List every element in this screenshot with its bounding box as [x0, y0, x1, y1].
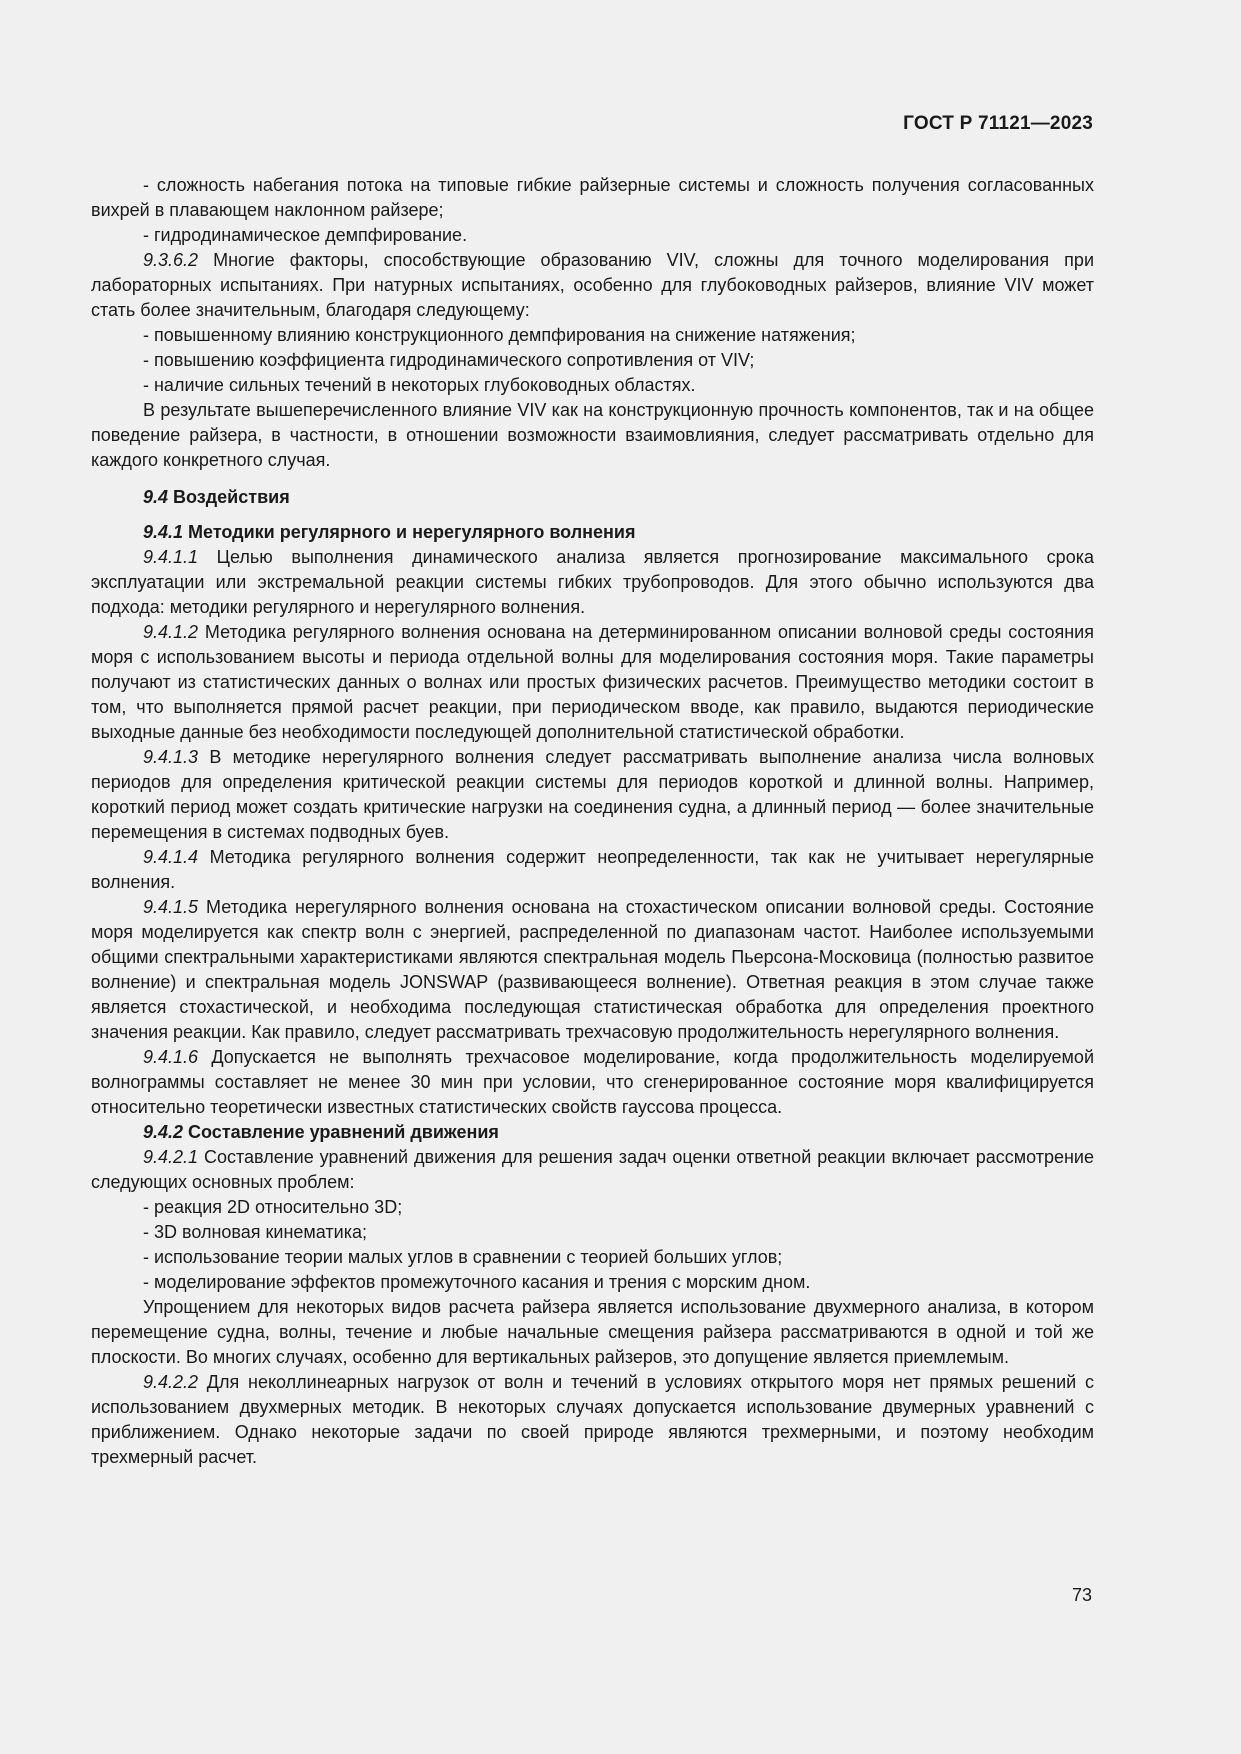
- section-heading-9-4: [91, 485, 1094, 510]
- paragraph-9-4-1-6: [91, 1045, 1094, 1120]
- paragraph-9-4-2-1: [91, 1145, 1094, 1195]
- paragraph-text: Целью выполнения динамического анализа является прогнозирование максимального срока эксплуатации или экстремальной реакции системы гибких трубопроводов. Для этого обычно используются два подхода: методики регулярного и нерегулярного волнения.: [91, 547, 1094, 617]
- paragraph-9-4-1-1: [91, 545, 1094, 620]
- heading-text: Методики регулярного и нерегулярного волнения: [183, 522, 636, 542]
- paragraph-text: Методика регулярного волнения основана на детерминированном описании волновой среды состояния моря с использованием высоты и периода отдельной волны для моделирования состояния моря. Такие параметры получают из статистических данных о волнах или простых физических расчетов. Преимущество методики состоит в том, что выполняется прямой расчет реакции, при периодическом вводе, как правило, выдаются периодические выходные данные без необходимости последующей дополнительной статистической обработки.: [91, 622, 1094, 742]
- heading-text: Составление уравнений движения: [183, 1122, 499, 1142]
- paragraph-9-4-1-4: [91, 845, 1094, 895]
- clause-number: 9.4.1.2: [143, 622, 199, 642]
- paragraph-9-4-2-2: [91, 1370, 1094, 1470]
- list-item: - повышенному влиянию конструкционного демпфирования на снижение натяжения;: [143, 325, 856, 345]
- list-item: - 3D волновая кинематика;: [143, 1222, 368, 1242]
- clause-number: 9.4.2.2: [143, 1372, 199, 1392]
- clause-number: 9.4.1.4: [143, 847, 199, 867]
- list-item: - повышению коэффициента гидродинамического сопротивления от VIV;: [143, 350, 755, 370]
- clause-number: 9.4.1.6: [143, 1047, 199, 1067]
- paragraph-text: Методика регулярного волнения содержит неопределенности, так как не учитывает нерегулярные волнения.: [91, 847, 1094, 892]
- paragraph: В результате вышеперечисленного влияние VIV как на конструкционную прочность компонентов, так и на общее поведение райзера, в частности, в отношении возможности взаимовлияния, следует рассматривать отдельно для каждого конкретного случая.: [91, 400, 1094, 470]
- clause-number: 9.4: [143, 487, 169, 507]
- clause-number: 9.3.6.2: [143, 250, 199, 270]
- paragraph-text: Для неколлинеарных нагрузок от волн и течений в условиях открытого моря нет прямых решений с использованием двухмерных методик. В некоторых случаях допускается использование двумерных уравнений с приближением. Однако некоторые задачи по своей природе являются трехмерными, и поэтому необходим трехмерный расчет.: [91, 1372, 1094, 1467]
- document-header-standard: ГОСТ Р 71121—2023: [903, 113, 1093, 134]
- paragraph-text: В методике нерегулярного волнения следует рассматривать выполнение анализа числа волновых периодов для определения критической реакции системы для периодов короткой и длинной волны. Например, короткий период может создать критические нагрузки на соединения судна, а длинный период — более значительные перемещения в системах подводных буев.: [91, 747, 1094, 842]
- paragraph-9-4-1-2: [91, 620, 1094, 745]
- page-body: [91, 173, 1094, 1470]
- list-item: - реакция 2D относительно 3D;: [143, 1197, 403, 1217]
- paragraph-text: Составление уравнений движения для решения задач оценки ответной реакции включает рассмотрение следующих основных проблем:: [91, 1147, 1094, 1192]
- paragraph-9-3-6-2: [91, 248, 1094, 323]
- list-item: - использование теории малых углов в сравнении с теорией больших углов;: [143, 1247, 783, 1267]
- paragraph-text: Допускается не выполнять трехчасовое моделирование, когда продолжительность моделируемой волнограммы составляет не менее 30 мин при условии, что сгенерированное состояние моря квалифицируется относительно теоретически известных статистических свойств гауссова процесса.: [91, 1047, 1094, 1117]
- list-item: - моделирование эффектов промежуточного касания и трения с морским дном.: [143, 1272, 811, 1292]
- list-item: - гидродинамическое демпфирование.: [143, 225, 468, 245]
- clause-number: 9.4.1.1: [143, 547, 199, 567]
- list-item: - наличие сильных течений в некоторых глубоководных областях.: [143, 375, 696, 395]
- paragraph: Упрощением для некоторых видов расчета райзера является использование двухмерного анализа, в котором перемещение судна, волны, течение и любые начальные смещения райзера рассматриваются в одной и той же плоскости. Во многих случаях, особенно для вертикальных райзеров, это допущение является приемлемым.: [91, 1297, 1094, 1367]
- clause-number: 9.4.1.3: [143, 747, 199, 767]
- list-item: - сложность набегания потока на типовые гибкие райзерные системы и сложность получения согласованных вихрей в плавающем наклонном райзере;: [91, 175, 1094, 220]
- section-heading-9-4-1: [91, 520, 1094, 545]
- clause-number: 9.4.2: [143, 1122, 184, 1142]
- section-heading-9-4-2: [91, 1120, 1094, 1145]
- paragraph-9-4-1-5: [91, 895, 1094, 1045]
- paragraph-text: Многие факторы, способствующие образованию VIV, сложны для точного моделирования при лабораторных испытаниях. При натурных испытаниях, особенно для глубоководных райзеров, влияние VIV может стать более значительным, благодаря следующему:: [91, 250, 1094, 320]
- clause-number: 9.4.1: [143, 522, 184, 542]
- clause-number: 9.4.1.5: [143, 897, 199, 917]
- clause-number: 9.4.2.1: [143, 1147, 199, 1167]
- paragraph-text: Методика нерегулярного волнения основана на стохастическом описании волновой среды. Состояние моря моделируется как спектр волн с энергией, распределенной по диапазонам частот. Наиболее используемыми общими спектральными характеристиками являются спектральная модель Пьерсона-Московица (полностью развитое волнение) и спектральная модель JONSWAP (развивающееся волнение). Ответная реакция в этом случае также является стохастической, и необходима последующая статистическая обработка для определения проектного значения реакции. Как правило, следует рассматривать трехчасовую продолжительность нерегулярного волнения.: [91, 897, 1094, 1042]
- heading-text: Воздействия: [168, 487, 290, 507]
- page-number: 73: [1071, 1585, 1092, 1605]
- paragraph-9-4-1-3: [91, 745, 1094, 845]
